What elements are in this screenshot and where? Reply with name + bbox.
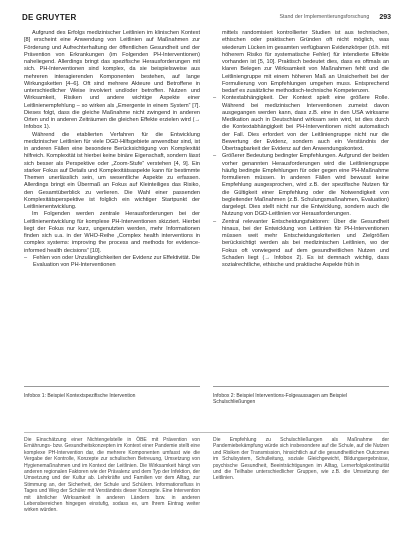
paragraph: Während die etablierten Verfahren für die Entwicklung medizinischer Leitlinien für viele DGD-Hilfsgebiete anwendbar sind, ist in anderen Fällen eine besondere Berücksichtigung von Komplexität hilfreich. Komplexität ist hierbei keine binäre Eigenschaft, sondern lässt sich besser als Perspektive oder „Zoom-Stufe“ verstehen [4, 9]. Ein starker Fokus auf Details und Komplexitätsaspekte kann für bestimmte Themen unerlässlich sein, um wesentliche Aspekte zu erfassen. Allerdings bringt ein Übermaß an Fokus auf Kleinteiliges das Risiko, den Gesamtüberblick zu verlieren. Die Wahl einer passenden Komplexitätsperspektive ist folglich ein wichtiger Startpunkt der Leitlinienentwicklung. [24,131,200,210]
publisher-logo: DE GRUYTER [22,12,77,22]
infobox-paragraph: Die Empfehlung zu Schulschließungen als Maßnahme der Pandemiebekämpfung würde sich insbesondere auf die Schule, auf die Nutzen und Risiken der Transmission, hinsichtlich auf die gesundheitlichen Outcomes im Schulsystem, Schulleitung, soziale Gleichgewicht, Bildungsergebnisse, psychische Gesundheit, Beeinträchtigungen im Alltag, Lernerfolgskontinuität und die Teilhabe unterschiedlicher Gruppen, wie z.B. die Umsetzung der Leitlinien. [213,437,389,482]
list-dash: – [213,153,217,160]
infobox-1 [24,386,200,431]
paragraph: Aufgrund des Erfolgs medizinischer Leitlinien im klinischen Kontext [8] erscheint eine Anwendung von Leitlinien auf Maßnahmen zur Förderung und Aufrechterhaltung der öffentlichen Gesundheit und der Prävention von Erkrankungen (im Folgenden PH-Interventionen) naheliegend. Allerdings bringt das spezifische Herausforderungen mit sich. PH-Interventionen sind komplex, da sie beispielsweise aus mehreren interagierenden Komponenten bestehen, auf lange Wirkungsketten [4–6]. Oft sind mehrere Akteure und Betroffene in unterschiedlicher Weise involviert und/oder betroffen. Nutzen und Wirksamkeit, Risiken und andere wichtige Aspekte einer Leitlinienempfehlung – so wirken als „Emergente in einem System“ [7]. Dieses folgt, dass die gleiche Maßnahme nicht zwingend in anderen Orten und in anderen Zeiträumen die gleichen Effekte erzielen wird (→ Infobox 1). [24,30,200,131]
infobox-2 [213,386,389,431]
infobox-2-text [213,437,389,482]
list-dash: – [24,254,28,261]
divider [24,432,389,433]
list-item [24,255,200,270]
list-item-text: Zentral relevanter Entscheidungsfaktoren: Über die Gesundheit hinaus, bei der Entwicklung von Leitlinien für PH-Interventionen müssen weit mehr Entscheidungskriterien und Zielgrößen berücksichtigt werden als bei medizinischen Leitlinien, wo der Fokus oft vorwiegend auf dem gesundheitlichen Nutzen und Schaden liegt (→ Infobox 2). Es ist demnach wichtig, dass sozialrechtliche, ethische und praktische Aspekte früh in [222,218,389,268]
infobox-1-text [24,437,200,514]
infobox-label: Infobox 2: Beispiel Interventions-Folgeaussagen am Beispiel Schulschließungen [213,393,347,405]
list-dash: – [213,95,217,102]
list-dash: – [213,218,217,225]
infobox-paragraph: Die Einschätzung einer Nichtengelstelle in ÖBE mit Prävention von Ernährungs- bzw. Gesundheitskonzepten im Kontext einer Pandemie stellt eine komplexe PH-Intervention dar, die mehrere Komponenten umfasst wie die Vergabe der Kontrolle, Konzepte zur schulischen Betreuung, Umsetzung von Hygienemaßnahmen und im Kontext der Leitlinien. Die Wirksamkeit hängt von anderen regionalen Faktoren wie der Prävalenz und dem Typ der Infektion, der Umsetzung und der Kultur ab. Lehrkräfte und Familien vor dem Alltag, zur Stimmung an, der Sicherheit, der Schule und Schülern. Informationsfluss in Tages und Weg der Schüler mit Verständnis dieser Konzepte. Eine Intervention mit ähnlicher Wirksamkeit in anderen Ländern bzw. in anderen Lebensbereichen hingegen einstufig, sodass es, um Ihrem Eintrag weiter wirken würden. [24,437,200,514]
infobox-label: Infobox 1: Beispiel Kontextspezifische Intervention [24,393,136,399]
paragraph: Im Folgenden werden zentrale Herausforderungen bei der Leitlinienentwicklung für komplexe PH-Interventionen skizziert. Hierbei liegt der Fokus nur kurz, ungenutzten werden, mehr Informationen finden sich u.a. in der WHO-Reihe „Complex health interventions in complex systems: improving the process and methods for evidence-informed health decisions“ [10]. [24,211,200,254]
paragraph: mittels randomisiert kontrollierter Studien ist aus technischen, ethischen oder praktischen Gründen oft nicht möglich, was wiederum Lücken im gesamten verfügbaren Evidenzkörper (d.h. mit höherem Risiko für systematische Fehler) für intendierte Effekte vorhanden ist [5, 10]. Praktisch bedeutet dies, dass es oftmals an klaren Belegen zur Wirksamkeit von Maßnahmen fehlt und die Leitliniengruppe mit einem höheren Maß an Unsicherheit bei der Formulierung von Empfehlungen umgehen muss. Entsprechend bedarf es zusätzliche methodisch-technische Kompetenzen. [222,30,389,94]
list-item [213,95,389,153]
page-header [22,10,391,24]
list-item [213,153,389,218]
list-item-text: Kontextabhängigkeit. Der Kontext spielt eine größere Rolle. Während bei medizinischen Interventionen zumeist davon ausgegangen werden kann, dass z.B. eine in den USA wirksame Medikation auch in Deutschland wirksam sein wird, ist dies durch die Kontextabhängigkeit bei PH-Interventionen nicht automatisch der Fall. Dies erfordert von der Leitliniengruppe nicht nur die Bewertung der Evidenz, sondern auch ein Verständnis der Übertragbarkeit der Evidenz auf den Anwendungskontext. [222,95,389,152]
running-title: Stand der Implementierungsforschung [279,14,370,20]
right-column [213,30,389,269]
list-item [213,219,389,270]
page-number: 293 [379,13,391,21]
list-item-text: Größerer Bedeutung bedingter Empfehlungen. Aufgrund der beiden vorher genannten Herausforderungen wird die Leitliniengruppe häufig bedingte Empfehlungen für oder gegen eine PH-Maßnahme formulieren müssen. In anderen Fällen wird bewusst keine Empfehlung ausgesprochen, wird z.B. der spezifische Nutzen für die Gültigkeit einer Empfehlung oder die Notwendigkeit von begleitender Maßnahmen (z.B. Schulungsmaßnahmen, Evaluation) dargelegt. Dies stellt nicht nur die Entwicklung, sondern auch die Nutzung von DGD-Leitlinien vor Herausforderungen. [222,153,389,218]
left-column [24,30,200,269]
list-item-text: Fehlen von oder Unzulänglichkeiten der Evidenz zur Effektivität. Die Evaluation von PH-Interventionen [33,254,200,268]
